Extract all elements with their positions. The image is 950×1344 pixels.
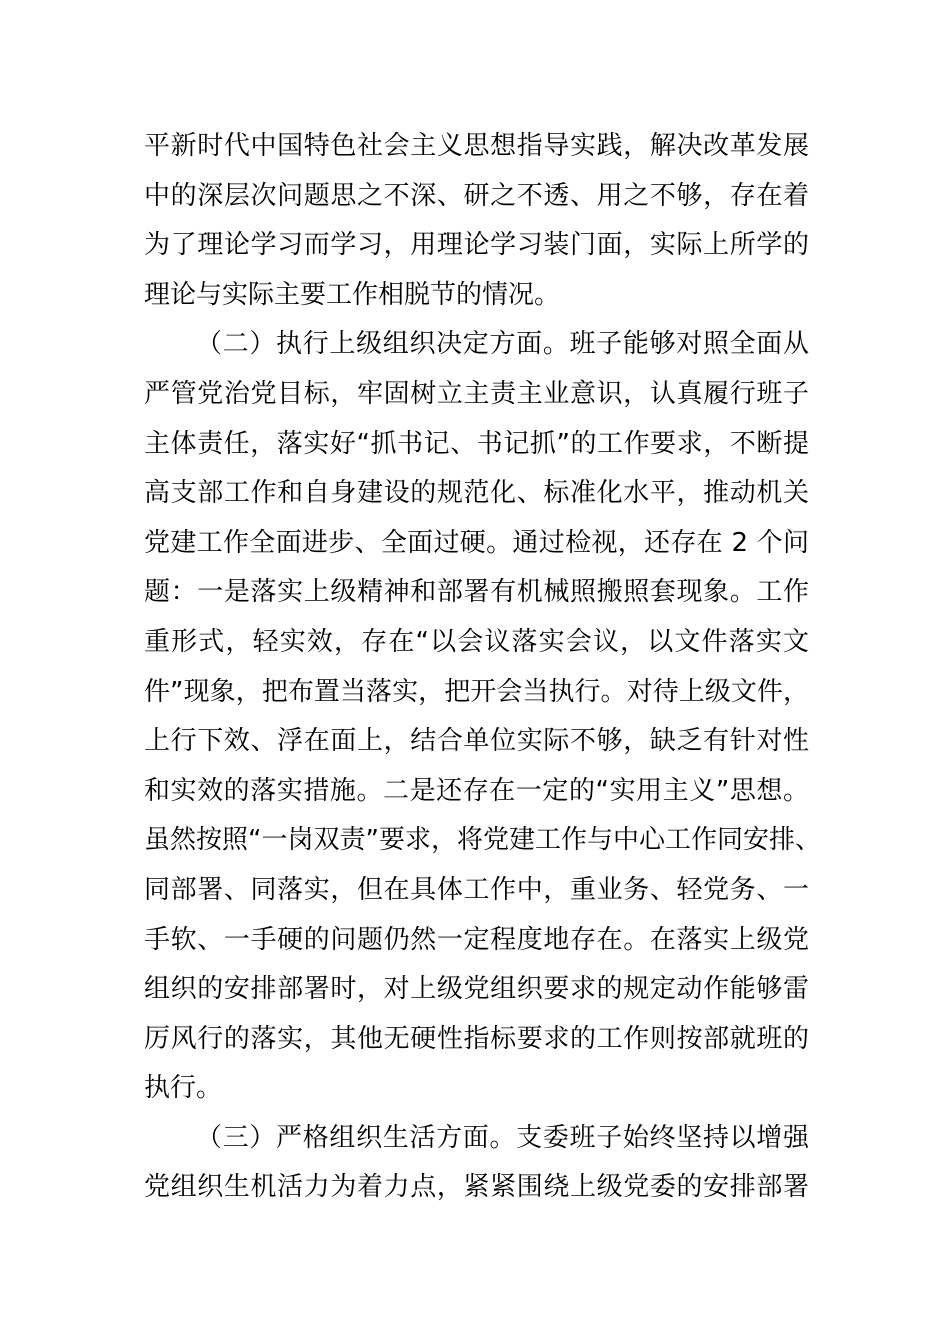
- paragraph-line: 重形式，轻实效，存在“以会议落实会议，以文件落实文: [144, 626, 809, 657]
- paragraph-line: 上行下效、浮在面上，结合单位实际不够，缺乏有针对性: [144, 726, 809, 757]
- paragraph-line: 题：一是落实上级精神和部署有机械照搬照套现象。工作: [144, 577, 809, 608]
- paragraph-line: 平新时代中国特色社会主义思想指导实践，解决改革发展: [144, 131, 809, 161]
- paragraph-line: 同部署、同落实，但在具体工作中，重业务、轻党务、一: [144, 874, 809, 905]
- paragraph-line: 为了理论学习而学习，用理论学习装门面，实际上所学的: [144, 230, 809, 261]
- paragraph-line: 组织的安排部署时，对上级党组织要求的规定动作能够雷: [144, 974, 809, 1005]
- paragraph-line: 和实效的落实措施。二是还存在一定的“实用主义”思想。: [144, 775, 809, 806]
- section-heading-line: （二）执行上级组织决定方面。班子能够对照全面从: [196, 329, 809, 360]
- paragraph-line: 虽然按照“一岗双责”要求，将党建工作与中心工作同安排、: [144, 825, 821, 856]
- paragraph-line: 高支部工作和自身建设的规范化、标准化水平，推动机关: [144, 478, 809, 509]
- paragraph-line: 件”现象，把布置当落实，把开会当执行。对待上级文件，: [144, 676, 809, 707]
- paragraph-line: 手软、一手硬的问题仍然一定程度地存在。在落实上级党: [144, 924, 809, 955]
- paragraph-line: 党建工作全面进步、全面过硬。通过检视，还存在 2 个问: [144, 527, 809, 558]
- paragraph-line: 中的深层次问题思之不深、研之不透、用之不够，存在着: [144, 180, 809, 211]
- document-body: [144, 122, 821, 1213]
- paragraph-line: 严管党治党目标，牢固树立主责主业意识，认真履行班子: [144, 378, 809, 409]
- paragraph-line: 主体责任，落实好“抓书记、书记抓”的工作要求，不断提: [144, 428, 809, 459]
- paragraph-line: 理论与实际主要工作相脱节的情况。: [144, 279, 561, 310]
- paragraph-line: 执行。: [144, 1073, 223, 1104]
- paragraph-line: 厉风行的落实，其他无硬性指标要求的工作则按部就班的: [144, 1023, 809, 1054]
- paragraph-line: 党组织生机活力为着力点，紧紧围绕上级党委的安排部署: [144, 1172, 809, 1203]
- section-heading-line: （三）严格组织生活方面。支委班子始终坚持以增强: [196, 1122, 809, 1153]
